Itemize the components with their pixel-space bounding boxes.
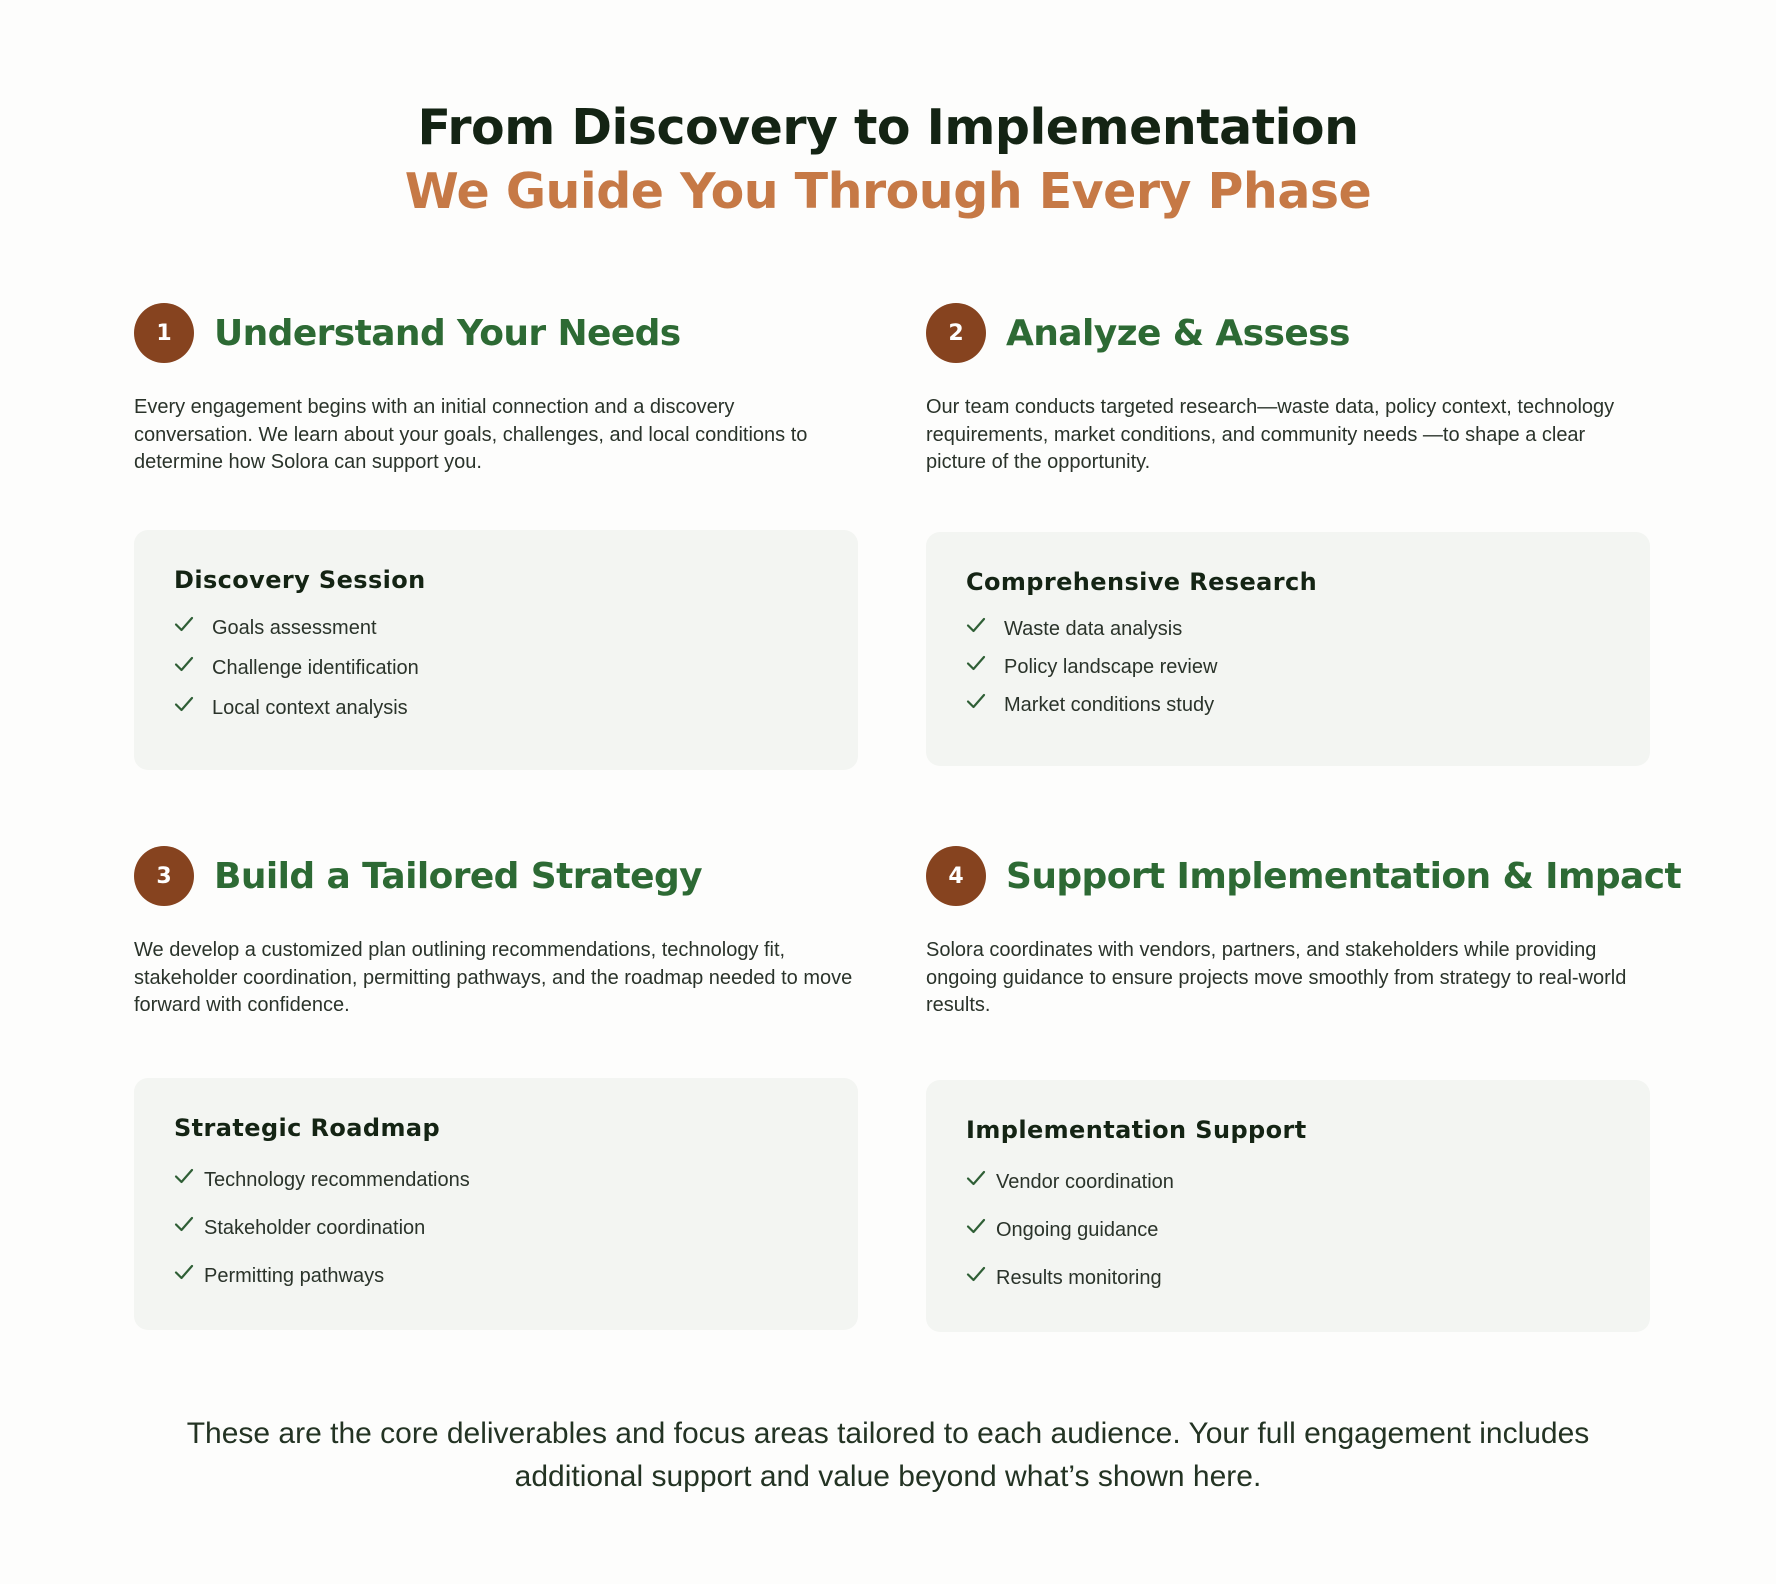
phase-description: Every engagement begins with an initial connection and a discovery conversation. We learn about your goals, challenges, and local conditions to determine how Solora can support you. [134,396,808,473]
phase-title: Support Implementation & Impact [1006,855,1682,897]
list-item-label: Waste data analysis [1004,617,1183,640]
check-icon [966,653,986,673]
phase-number-badge: 4 [926,846,986,906]
hero-heading [0,96,1776,224]
list-item [174,1252,818,1300]
list-item [966,1206,1610,1254]
phase-header [926,845,1682,907]
phase-number-badge: 2 [926,303,986,363]
card-title: Implementation Support [966,1116,1307,1144]
check-icon [966,1264,986,1284]
list-item-label: Stakeholder coordination [204,1216,426,1239]
deliverables-card [926,532,1650,766]
list-item-label: Results monitoring [996,1266,1162,1289]
check-icon [174,1262,194,1282]
check-icon [966,1168,986,1188]
page-subtitle: We Guide You Through Every Phase [404,163,1372,220]
phase-description: Solora coordinates with vendors, partners, and stakeholders while providing ongoing guidance to ensure projects move smoothly from strategy to real-world results. [926,939,1627,1016]
list-item-label: Policy landscape review [1004,655,1218,678]
phase-number-badge: 3 [134,846,194,906]
check-icon [174,694,194,714]
phase-4 [926,845,1682,1345]
list-item [966,648,1610,686]
check-icon [174,1214,194,1234]
card-title: Strategic Roadmap [174,1114,441,1142]
list-item [966,610,1610,648]
deliverables-card [926,1080,1650,1332]
check-icon [966,615,986,635]
check-icon [174,1166,194,1186]
list-item-label: Permitting pathways [204,1264,385,1287]
check-icon [174,614,194,634]
list-item-label: Technology recommendations [204,1168,470,1191]
phase-description: Our team conducts targeted research—waste data, policy context, technology requirements, market conditions, and community needs —to shape a clear picture of the opportunity. [926,396,1615,473]
list-item [174,1156,818,1204]
phase-3 [134,845,858,1345]
phase-2 [926,302,1650,782]
list-item [966,686,1610,724]
list-item [966,1158,1610,1206]
list-item-label: Local context analysis [212,696,408,719]
list-item-label: Vendor coordination [996,1170,1174,1193]
list-item [174,608,818,648]
card-title: Comprehensive Research [966,568,1318,596]
list-item-label: Goals assessment [212,616,377,639]
list-item-label: Ongoing guidance [996,1218,1159,1241]
phase-title: Analyze & Assess [1006,312,1350,354]
check-icon [966,1216,986,1236]
checklist [174,608,818,728]
phase-number-badge: 1 [134,303,194,363]
checklist [966,1158,1610,1302]
deliverables-card [134,1078,858,1330]
check-icon [174,654,194,674]
list-item [174,1204,818,1252]
list-item-label: Challenge identification [212,656,419,679]
list-item [174,688,818,728]
phase-header [926,302,1650,364]
phase-header [134,845,858,907]
page-title: From Discovery to Implementation [417,99,1359,156]
phase-1 [134,302,858,782]
checklist [966,610,1610,724]
phase-header [134,302,858,364]
check-icon [966,691,986,711]
checklist [174,1156,818,1300]
phase-title: Build a Tailored Strategy [214,855,703,897]
list-item [174,648,818,688]
list-item-label: Market conditions study [1004,693,1215,716]
phase-title: Understand Your Needs [214,312,681,354]
phase-description: We develop a customized plan outlining recommendations, technology fit, stakeholder coordination, permitting pathways, and the roadmap needed to move forward with confidence. [134,939,853,1016]
list-item [966,1254,1610,1302]
card-title: Discovery Session [174,566,426,594]
deliverables-card [134,530,858,770]
footer-note: These are the core deliverables and focus areas tailored to each audience. Your full engagement includes additional support and value beyond what’s shown here. [186,1417,1590,1493]
